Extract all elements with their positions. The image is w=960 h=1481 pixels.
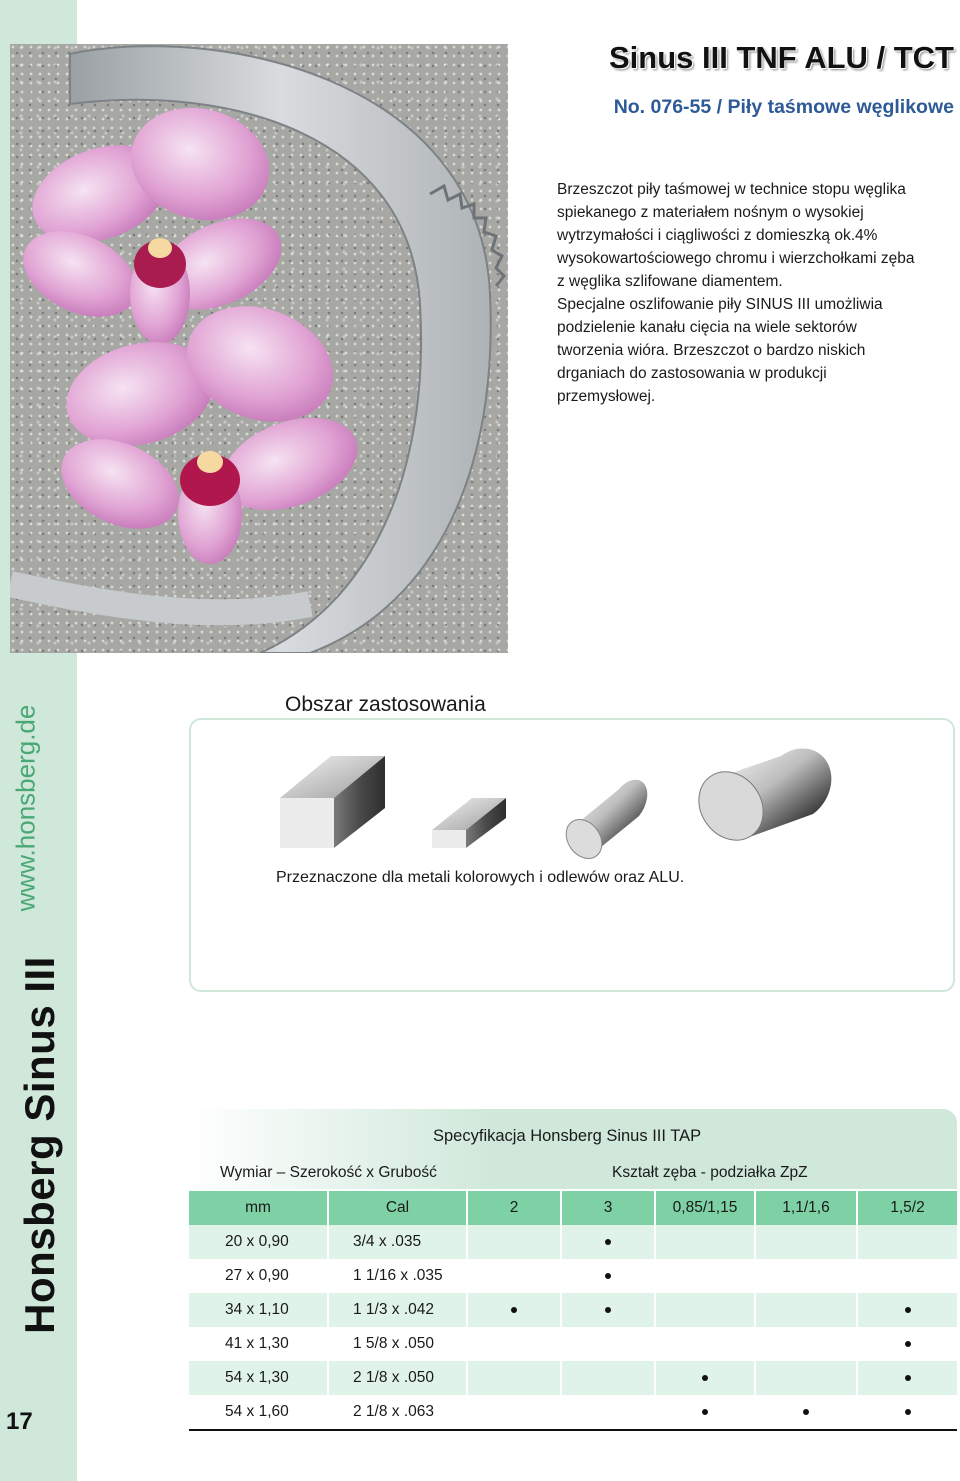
spec-table: [189, 1191, 957, 1429]
available-dot-icon: [905, 1307, 911, 1313]
available-dot-icon: [702, 1409, 708, 1415]
square-bar-icon: [280, 756, 385, 848]
table-row: [189, 1395, 957, 1429]
description-paragraph-1: Brzeszczot piły taśmowej w technice stopu węglika spiekanego z materiałem nośnym o wysokiej wytrzymałości i ciągliwości z domieszką ok.4% wysokowartościowego chromu i wierzchołkami zęba z węglika szlifowane diamentem.: [557, 181, 915, 290]
orchid-saw-illustration: [10, 44, 508, 653]
spec-title: Specyfikacja Honsberg Sinus III TAP: [433, 1127, 702, 1145]
application-note: Przeznaczone dla metali kolorowych i odlewów oraz ALU.: [276, 869, 685, 886]
column-header: mm: [189, 1191, 328, 1225]
table-row: [189, 1225, 957, 1259]
spec-header-row: [189, 1191, 957, 1225]
pitch-availability-cell: [655, 1395, 755, 1429]
available-dot-icon: [605, 1307, 611, 1313]
small-round-bar-icon: [559, 780, 647, 866]
pitch-availability-cell: [857, 1395, 957, 1429]
column-header: 0,85/1,15: [655, 1191, 755, 1225]
table-bottom-rule: [189, 1429, 957, 1431]
spec-group-tooth-pitch: Kształt zęba - podziałka ZpZ: [612, 1164, 808, 1181]
available-dot-icon: [605, 1239, 611, 1245]
flat-bar-icon: [432, 798, 506, 848]
column-header: 2: [467, 1191, 561, 1225]
column-header: Cal: [328, 1191, 467, 1225]
available-dot-icon: [905, 1341, 911, 1347]
pitch-availability-cell: [755, 1293, 857, 1327]
large-round-bar-icon: [686, 748, 832, 852]
pitch-availability-cell: [857, 1293, 957, 1327]
pitch-availability-cell: [655, 1259, 755, 1293]
pitch-availability-cell: [755, 1395, 857, 1429]
pitch-availability-cell: [655, 1293, 755, 1327]
available-dot-icon: [702, 1375, 708, 1381]
pitch-availability-cell: [857, 1327, 957, 1361]
table-row: [189, 1259, 957, 1293]
pitch-availability-cell: [857, 1225, 957, 1259]
available-dot-icon: [905, 1409, 911, 1415]
size-mm-cell: 27 x 0,90: [189, 1259, 328, 1293]
pitch-availability-cell: [857, 1259, 957, 1293]
pitch-availability-cell: [857, 1361, 957, 1395]
page-subtitle: No. 076-55 / Piły taśmowe węglikowe: [613, 96, 954, 118]
spec-group-dimension: Wymiar – Szerokość x Grubość: [220, 1164, 437, 1181]
page-title: Sinus III TNF ALU / TCT: [609, 40, 954, 75]
product-photo: [10, 44, 508, 653]
pitch-availability-cell: [467, 1259, 561, 1293]
pitch-availability-cell: [755, 1361, 857, 1395]
column-header: 1,1/1,6: [755, 1191, 857, 1225]
table-row: [189, 1361, 957, 1395]
pitch-availability-cell: [467, 1225, 561, 1259]
pitch-availability-cell: [467, 1361, 561, 1395]
vertical-brand-title: Honsberg Sinus III: [16, 956, 63, 1334]
size-mm-cell: 54 x 1,30: [189, 1361, 328, 1395]
material-shapes: [191, 720, 957, 994]
pitch-availability-cell: [467, 1293, 561, 1327]
pitch-availability-cell: [655, 1225, 755, 1259]
pitch-availability-cell: [755, 1225, 857, 1259]
pitch-availability-cell: [561, 1225, 655, 1259]
pitch-availability-cell: [561, 1259, 655, 1293]
table-row: [189, 1327, 957, 1361]
size-mm-cell: 20 x 0,90: [189, 1225, 328, 1259]
pitch-availability-cell: [561, 1293, 655, 1327]
description-paragraph-2: Specjalne oszlifowanie piły SINUS III umożliwia podzielenie kanału cięcia na wiele sektorów tworzenia wióra. Brzeszczot o bardzo niskich drganiach do zastosowania w produkcji przemysłowej.: [557, 296, 883, 405]
column-header: 3: [561, 1191, 655, 1225]
pitch-availability-cell: [755, 1327, 857, 1361]
pitch-availability-cell: [467, 1327, 561, 1361]
size-inch-cell: 2 1/8 x .063: [328, 1395, 467, 1429]
size-inch-cell: 1 1/3 x .042: [328, 1293, 467, 1327]
pitch-availability-cell: [561, 1361, 655, 1395]
pitch-availability-cell: [561, 1327, 655, 1361]
size-mm-cell: 54 x 1,60: [189, 1395, 328, 1429]
available-dot-icon: [803, 1409, 809, 1415]
product-description: [557, 178, 917, 408]
pitch-availability-cell: [467, 1395, 561, 1429]
pitch-availability-cell: [755, 1259, 857, 1293]
size-inch-cell: 2 1/8 x .050: [328, 1361, 467, 1395]
size-mm-cell: 41 x 1,30: [189, 1327, 328, 1361]
available-dot-icon: [905, 1375, 911, 1381]
pitch-availability-cell: [561, 1395, 655, 1429]
application-area-box: [189, 718, 955, 992]
size-mm-cell: 34 x 1,10: [189, 1293, 328, 1327]
page-number: 17: [6, 1408, 33, 1435]
size-inch-cell: 1 1/16 x .035: [328, 1259, 467, 1293]
size-inch-cell: 1 5/8 x .050: [328, 1327, 467, 1361]
pitch-availability-cell: [655, 1361, 755, 1395]
available-dot-icon: [605, 1273, 611, 1279]
application-area-title: Obszar zastosowania: [285, 693, 486, 716]
column-header: 1,5/2: [857, 1191, 957, 1225]
pitch-availability-cell: [655, 1327, 755, 1361]
table-row: [189, 1293, 957, 1327]
website-url[interactable]: www.honsberg.de: [10, 704, 41, 912]
available-dot-icon: [511, 1307, 517, 1313]
size-inch-cell: 3/4 x .035: [328, 1225, 467, 1259]
